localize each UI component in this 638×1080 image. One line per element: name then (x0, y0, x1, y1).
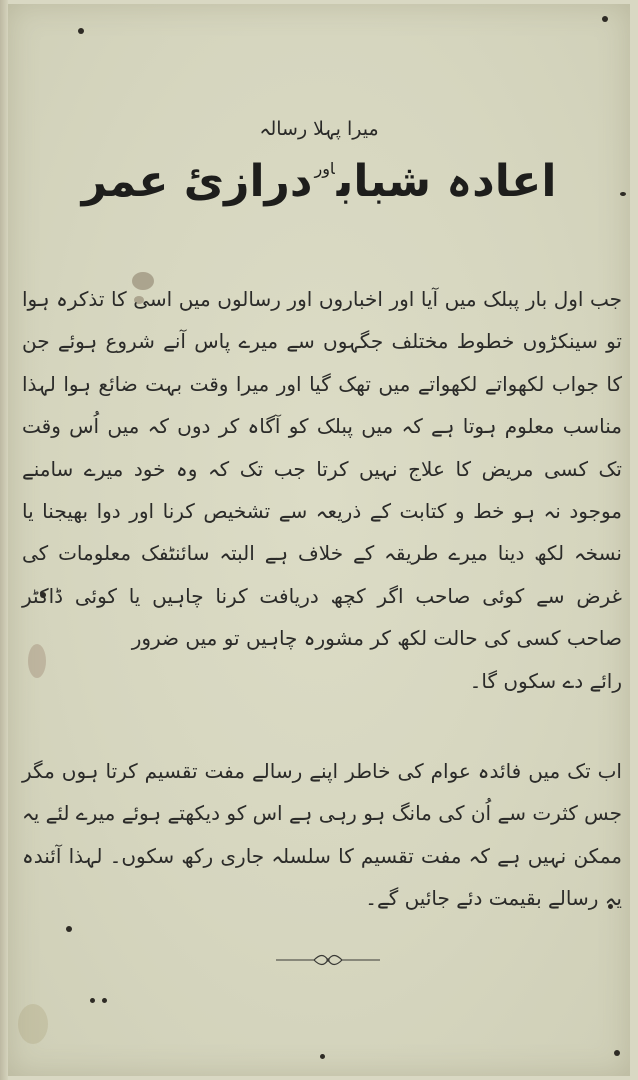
worm-hole (602, 16, 608, 22)
stain-mark (18, 1004, 48, 1044)
document-title (0, 158, 638, 206)
document-body (22, 278, 622, 911)
title-part-1: اعادہ شباب (336, 156, 557, 207)
document-subtitle: میرا پہلا رسالہ (259, 118, 379, 140)
worm-hole (614, 1050, 620, 1056)
paragraph-1 (22, 278, 622, 702)
worm-hole (102, 998, 107, 1003)
paragraph-1-last-line: رائے دے سکوں گا۔ (469, 668, 622, 693)
ornament-divider-icon (276, 952, 380, 968)
document-header (0, 118, 638, 206)
worm-hole (320, 1054, 325, 1059)
paragraph-1-text: جب اول بار پبلک میں آیا اور اخباروں اور رسالوں میں اسی کا تذکرہ ہوا تو سینکڑوں خطوط مختلف جگہوں سے میرے پاس آنے شروع ہوئے جن کا جواب لکھواتے لکھواتے میں تھک گیا اور میرا وقت بہت ضائع ہوا لہذا مناسب معلوم ہوتا ہے کہ میں پبلک کو آگاہ کر دوں کہ میں اُس وقت تک کسی مریض کا علاج نہیں کرتا جب تک کہ وہ خود میرے سامنے موجود نہ ہو خط و کتابت کے ذریعہ سے تشخیص کرنا اور دوا بھیجنا یا نسخہ لکھ دینا میرے طریقہ کے خلاف ہے البتہ سائنٹفک معلومات کی غرض سے کوئی صاحب اگر کچھ دریافت کرنا چاہیں یا کوئی ڈاکٹر صاحب کسی کی حالت لکھ کر مشورہ چاہیں تو میں ضرور (22, 287, 622, 651)
worm-hole (66, 926, 72, 932)
worm-hole (78, 28, 84, 34)
worm-hole (90, 998, 95, 1003)
paragraph-2: اب تک میں فائدہ عوام کی خاطر اپنے رسالے مفت تقسیم کرتا ہوں مگر جس کثرت سے اُن کی مانگ ہو رہی ہے اس کو دیکھتے ہوئے میرے لئے یہ ممکن نہیں ہے کہ مفت تقسیم کا سلسلہ جاری رکھ سکوں۔ لہذا آئندہ یہ رسالے بقیمت دئے جائیں گے۔ (22, 759, 622, 911)
title-connector: اور (314, 159, 335, 178)
title-part-2: درازیٔ عمر (81, 156, 313, 207)
